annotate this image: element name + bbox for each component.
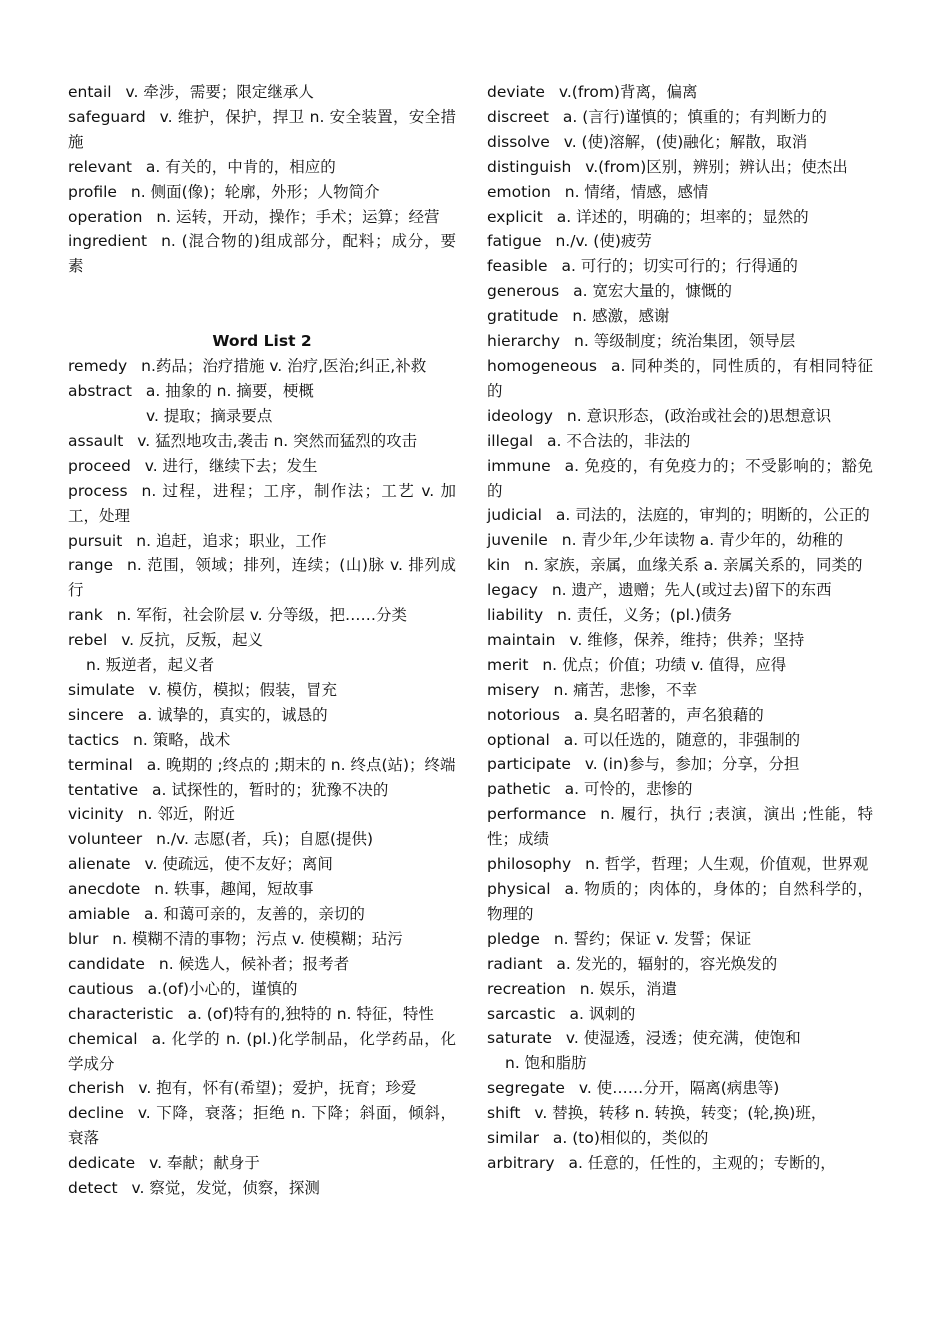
left-column: [68, 80, 456, 1201]
vocab-entry: [487, 1076, 873, 1101]
vocab-word: deviate: [487, 83, 545, 101]
vocab-word: performance: [487, 805, 587, 824]
vocab-word: chemical: [68, 1029, 138, 1048]
vocab-entry: [487, 603, 873, 628]
vocab-word: generous: [487, 282, 560, 301]
vocab-word: recreation: [487, 979, 566, 998]
vocab-entry: [487, 254, 873, 279]
vocab-entry: [487, 229, 873, 254]
vocab-definition: n. 叛逆者，起义者: [86, 656, 215, 675]
vocab-entry: [68, 653, 456, 678]
vocab-word: illegal: [487, 431, 534, 450]
vocab-entry: [487, 1051, 873, 1076]
vocab-word: detect: [68, 1179, 118, 1198]
vocab-word: judicial: [487, 506, 542, 525]
vocab-definition: a. (of)特有的,独特的 n. 特征，特性: [187, 1004, 434, 1023]
vocab-word: cautious: [68, 979, 134, 998]
vocab-word: sarcastic: [487, 1004, 556, 1023]
vocab-word: merit: [487, 655, 529, 674]
vocab-definition: a.(of)小心的，谨慎的: [147, 979, 298, 998]
vocab-definition: a. 宽宏大量的，慷慨的: [573, 282, 732, 301]
vocab-word: saturate: [487, 1029, 552, 1048]
vocab-entry: [487, 1002, 873, 1027]
vocab-entry: [487, 1126, 873, 1151]
vocab-entry: [487, 1026, 873, 1051]
vocab-word: ideology: [487, 406, 553, 425]
vocab-word: similar: [487, 1129, 539, 1148]
vocab-word: proceed: [68, 456, 131, 475]
vocab-entry: [487, 728, 873, 753]
vocab-word: legacy: [487, 581, 538, 600]
vocab-entry: [487, 354, 873, 404]
vocab-definition: n. 等级制度；统治集团，领导层: [574, 332, 796, 351]
vocab-definition: a. 可以任选的，随意的，非强制的: [563, 730, 801, 749]
vocab-definition: v. 模仿，模拟；假装，冒充: [148, 680, 337, 699]
vocab-entry: [68, 1176, 456, 1201]
vocab-word: homogeneous: [487, 356, 598, 375]
vocab-definition: n. 青少年,少年读物 a. 青少年的，幼稚的: [561, 531, 844, 550]
vocab-entry: [487, 578, 873, 603]
vocab-definition: n. 情绪，情感，感情: [564, 182, 709, 201]
vocab-entry: [68, 155, 456, 180]
vocab-entry: [487, 927, 873, 952]
vocab-entry: [68, 877, 456, 902]
right-column: [487, 80, 873, 1176]
vocab-word: physical: [487, 880, 551, 898]
section-gap: [68, 279, 456, 329]
vocab-entry: [487, 528, 873, 553]
vocab-definition: v. 使疏远，使不友好；离间: [144, 855, 333, 874]
vocab-word: tentative: [68, 780, 139, 799]
vocab-entry: [487, 130, 873, 155]
vocab-entry: [68, 753, 456, 778]
vocab-definition: v. 使……分开，隔离(病患等): [578, 1079, 780, 1098]
vocab-entry: [68, 678, 456, 703]
vocab-definition: n. 誓约；保证 v. 发誓；保证: [553, 929, 752, 948]
vocab-word: discreet: [487, 107, 549, 126]
vocab-definition: n. 范围，领域；排列，连续；(山)脉 v. 排列成行: [68, 556, 456, 600]
vocab-definition: n. 候选人，候补者；报考者: [158, 954, 350, 973]
vocab-entry: [68, 529, 456, 554]
vocab-entry: [487, 304, 873, 329]
vocab-definition: n. 追赶，追求；职业，工作: [136, 531, 327, 550]
vocab-entry: [487, 802, 873, 852]
vocab-definition: n. 履行，执行 ;表演，演出 ;性能，特性；成绩: [487, 805, 873, 849]
vocab-word: shift: [487, 1104, 521, 1123]
vocab-entry: [487, 80, 873, 105]
vocab-word: sincere: [68, 705, 124, 724]
vocab-entry: [68, 404, 456, 429]
vocab-definition: a. 试探性的，暂时的；犹豫不决的: [152, 780, 389, 799]
vocab-entry: [487, 553, 873, 578]
vocab-entry: [487, 653, 873, 678]
vocab-word: ingredient: [68, 232, 148, 251]
vocab-word: characteristic: [68, 1004, 174, 1023]
vocab-definition: a. 可行的；切实可行的；行得通的: [561, 257, 798, 276]
vocab-definition: v. 使湿透，浸透；使充满，使饱和: [565, 1029, 801, 1048]
vocab-definition: a. 物质的；肉体的，身体的；自然科学的，物理的: [487, 880, 873, 923]
vocab-entry: [68, 1151, 456, 1176]
vocab-entry: [68, 553, 456, 603]
vocab-word: candidate: [68, 954, 145, 973]
vocab-definition: v. 察觉，发觉，侦察，探测: [131, 1179, 320, 1198]
vocab-definition: n. 过程，进程；工序，制作法；工艺 v. 加工，处理: [68, 481, 456, 525]
vocab-definition: a. 化学的 n. (pl.)化学制品，化学药品，化学成分: [68, 1029, 456, 1073]
vocab-word: tactics: [68, 730, 120, 749]
vocab-definition: n. 邻近，附近: [137, 805, 235, 824]
vocab-definition: n. 哲学，哲理；人生观，价值观，世界观: [585, 855, 869, 874]
vocab-definition: n. 运转，开动，操作；手术；运算；经营: [156, 207, 440, 226]
vocab-definition: a. (言行)谨慎的；慎重的；有判断力的: [562, 107, 827, 126]
vocab-entry: [487, 752, 873, 777]
vocab-entry: [68, 902, 456, 927]
vocab-word: profile: [68, 182, 117, 201]
vocab-entry: [487, 628, 873, 653]
vocab-entry: [487, 877, 873, 927]
vocab-definition: a. 免疫的，有免疫力的；不受影响的；豁免的: [487, 456, 873, 500]
vocab-definition: v. 猛烈地攻击,袭击 n. 突然而猛烈的攻击: [137, 431, 418, 450]
vocab-entry: [68, 205, 456, 230]
vocab-word: operation: [68, 207, 143, 226]
vocab-word: pathetic: [487, 780, 551, 799]
vocab-entry: [68, 1002, 456, 1027]
vocab-entry: [487, 429, 873, 454]
vocab-word: safeguard: [68, 107, 146, 126]
vocab-definition: n. 遗产，遗赠；先人(或过去)留下的东西: [551, 581, 832, 600]
vocab-definition: n. 娱乐，消遣: [579, 979, 677, 998]
vocab-entry: [68, 379, 456, 404]
vocab-word: volunteer: [68, 830, 143, 849]
vocab-definition: v. 提取；摘录要点: [146, 406, 273, 425]
vocab-word: participate: [487, 755, 571, 774]
vocab-entry: [68, 728, 456, 753]
vocab-entry: [487, 952, 873, 977]
vocab-word: optional: [487, 730, 550, 749]
right-entries: [487, 80, 873, 1176]
vocab-entry: [68, 977, 456, 1002]
vocab-definition: n.药品；治疗措施 v. 治疗,医治;纠正,补救: [141, 357, 427, 376]
vocab-definition: v. (in)参与，参加；分享，分担: [584, 755, 800, 774]
vocab-entry: [68, 1027, 456, 1077]
vocab-entry: [487, 503, 873, 528]
vocab-word: remedy: [68, 357, 128, 376]
vocab-entry: [68, 105, 456, 155]
vocab-word: rank: [68, 606, 103, 625]
vocab-definition: v. 下降，衰落；拒绝 n. 下降；斜面，倾斜，衰落: [68, 1104, 456, 1148]
vocab-entry: [487, 1101, 873, 1126]
vocab-definition: v. 维护，保护，捍卫 n. 安全装置，安全措施: [68, 107, 456, 151]
vocab-word: assault: [68, 431, 124, 450]
vocab-word: misery: [487, 680, 540, 699]
vocab-entry: [487, 1151, 873, 1176]
vocab-definition: v.(from)区别，辨别；辨认出；使杰出: [585, 157, 848, 176]
vocab-word: abstract: [68, 382, 132, 401]
vocab-word: pursuit: [68, 531, 123, 550]
vocab-word: radiant: [487, 954, 543, 973]
vocab-definition: v. 抱有，怀有(希望)；爱护，抚育；珍爱: [138, 1079, 417, 1098]
vocab-word: hierarchy: [487, 332, 561, 351]
vocab-entry: [487, 404, 873, 429]
vocab-definition: n. 痛苦，悲惨，不幸: [553, 680, 698, 699]
vocab-word: notorious: [487, 705, 560, 724]
vocab-definition: a. 详述的，明确的；坦率的；显然的: [556, 207, 809, 226]
vocab-definition: n. (混合物的)组成部分，配料；成分，要素: [68, 232, 456, 276]
vocab-definition: n. 侧面(像)；轮廓，外形；人物简介: [130, 182, 380, 201]
vocab-definition: n. 策略，战术: [133, 730, 231, 749]
vocab-entry: [68, 703, 456, 728]
vocab-word: blur: [68, 930, 99, 948]
vocab-entry: [68, 429, 456, 454]
vocab-definition: n./v. (使)疲劳: [555, 232, 652, 251]
vocab-entry: [487, 977, 873, 1002]
vocab-word: process: [68, 481, 128, 500]
vocab-definition: a. 有关的，中肯的，相应的: [145, 157, 336, 176]
vocab-definition: v.(from)背离，偏离: [558, 83, 698, 101]
vocab-definition: v. 维修，保养，维持；供养；坚持: [569, 630, 805, 649]
vocab-entry: [68, 778, 456, 803]
vocab-entry: [487, 852, 873, 877]
vocab-word: distinguish: [487, 157, 572, 176]
vocab-word: arbitrary: [487, 1153, 555, 1172]
vocab-word: maintain: [487, 630, 556, 649]
vocab-entry: [487, 454, 873, 504]
vocab-word: terminal: [68, 755, 133, 774]
vocab-word: feasible: [487, 257, 548, 276]
vocab-definition: n./v. 志愿(者，兵)；自愿(提供): [156, 830, 374, 849]
vocab-definition: a. 可怜的，悲惨的: [564, 780, 693, 799]
vocab-word: cherish: [68, 1079, 125, 1098]
vocab-entry: [487, 777, 873, 802]
vocab-word: pledge: [487, 929, 540, 948]
vocab-definition: a. 讽刺的: [569, 1004, 636, 1023]
vocab-definition: a. 同种类的，同性质的，有相同特征的: [487, 356, 873, 400]
vocab-word: juvenile: [487, 531, 548, 550]
vocab-word: kin: [487, 556, 511, 575]
vocab-entry: [68, 354, 456, 379]
vocab-entry: [487, 678, 873, 703]
vocab-entry: [487, 105, 873, 130]
vocab-word: anecdote: [68, 880, 141, 899]
vocab-word: amiable: [68, 905, 131, 924]
vocab-entry: [68, 603, 456, 628]
vocab-word: dedicate: [68, 1154, 136, 1173]
vocab-definition: n. 轶事，趣闻，短故事: [154, 880, 314, 899]
vocab-entry: [68, 927, 456, 952]
vocab-entry: [68, 827, 456, 852]
vocab-definition: a. 任意的，任性的，主观的；专断的，: [568, 1153, 836, 1172]
vocab-definition: a. 诚挚的，真实的，诚恳的: [137, 705, 328, 724]
vocab-definition: a. 晚期的 ;终点的 ;期末的 n. 终点(站)；终端: [146, 755, 456, 774]
vocab-definition: n. 意识形态，(政治或社会的)思想意识: [566, 406, 832, 425]
vocab-entry: [68, 454, 456, 479]
vocab-entry: [487, 180, 873, 205]
vocab-entry: [487, 329, 873, 354]
vocab-definition: n. 优点；价值；功绩 v. 值得，应得: [542, 655, 787, 674]
vocab-entry: [68, 1101, 456, 1151]
vocab-definition: n. 家族，亲属，血缘关系 a. 亲属关系的，同类的: [524, 556, 863, 575]
vocab-word: alienate: [68, 855, 131, 874]
vocab-definition: n. 责任，义务；(pl.)债务: [557, 606, 732, 625]
vocab-entry: [68, 628, 456, 653]
vocab-word: decline: [68, 1104, 124, 1123]
vocab-definition: a. 发光的，辐射的，容光焕发的: [556, 954, 778, 973]
vocab-word: simulate: [68, 680, 135, 699]
vocab-definition: n. 饱和脂肪: [505, 1054, 587, 1073]
vocab-definition: a. 和蔼可亲的，友善的，亲切的: [144, 905, 365, 924]
vocab-definition: n. 军衔，社会阶层 v. 分等级，把……分类: [116, 606, 408, 625]
vocab-entry: [68, 952, 456, 977]
vocab-word: philosophy: [487, 855, 572, 874]
vocab-entry: [68, 229, 456, 279]
vocab-word: segregate: [487, 1079, 565, 1098]
vocab-entry: [487, 703, 873, 728]
vocab-definition: a. 司法的，法庭的，审判的；明断的，公正的: [555, 506, 870, 525]
vocab-word: gratitude: [487, 307, 559, 326]
vocab-entry: [68, 80, 456, 105]
vocab-entry: [68, 802, 456, 827]
vocab-entry: [68, 1076, 456, 1101]
vocab-word: fatigue: [487, 232, 542, 251]
vocab-word: liability: [487, 606, 544, 625]
vocab-entry: [68, 479, 456, 529]
vocab-definition: a. 臭名昭著的，声名狼藉的: [573, 705, 764, 724]
vocab-entry: [487, 155, 873, 180]
vocab-definition: v. 进行，继续下去；发生: [144, 456, 318, 475]
vocab-definition: v. 替换，转移 n. 转换，转变；(轮,换)班，: [534, 1104, 827, 1123]
vocab-word: emotion: [487, 182, 551, 201]
vocab-word: range: [68, 556, 114, 575]
vocab-word: explicit: [487, 207, 543, 226]
vocab-definition: v. (使)溶解，(使)融化；解散，取消: [563, 132, 808, 151]
vocab-entry: [487, 279, 873, 304]
vocab-definition: n. 模糊不清的事物；污点 v. 使模糊；玷污: [112, 930, 403, 948]
left-top-entries: [68, 80, 456, 279]
vocab-definition: v. 反抗，反叛，起义: [121, 631, 264, 650]
vocab-definition: v. 牵涉，需要；限定继承人: [125, 83, 314, 101]
vocab-word: entail: [68, 83, 112, 101]
vocab-entry: [487, 205, 873, 230]
vocab-definition: a. 抽象的 n. 摘要，梗概: [145, 382, 314, 401]
vocab-definition: a. (to)相似的，类似的: [552, 1129, 709, 1148]
vocab-word: relevant: [68, 157, 132, 176]
vocab-word: dissolve: [487, 132, 550, 151]
left-bottom-entries: [68, 354, 456, 1201]
vocab-word: rebel: [68, 631, 108, 650]
vocab-entry: [68, 180, 456, 205]
word-list-title: Word List 2: [212, 332, 312, 351]
vocab-word: vicinity: [68, 805, 124, 824]
vocab-definition: a. 不合法的，非法的: [547, 431, 691, 450]
vocab-word: immune: [487, 456, 551, 475]
vocab-entry: [68, 852, 456, 877]
vocab-definition: n. 感激，感谢: [572, 307, 670, 326]
vocab-definition: v. 奉献；献身于: [149, 1154, 260, 1173]
